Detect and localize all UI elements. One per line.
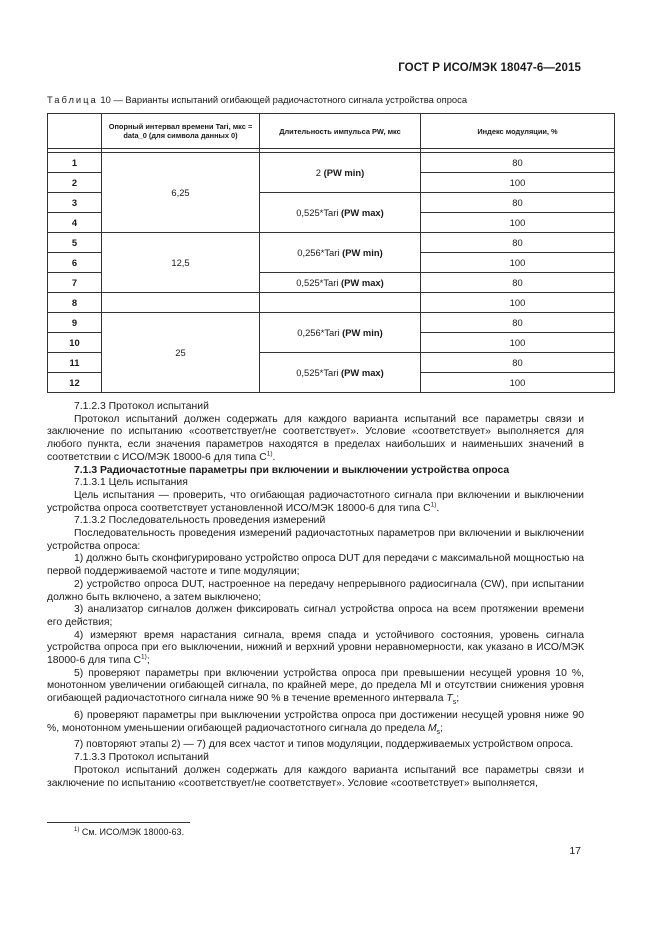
row-number: 4 [48,213,102,233]
list-item: 3) анализатор сигналов должен фиксировать сигнал устройства опроса на всем протяжении времени его действия; [47,604,584,628]
paragraph: Протокол испытаний должен содержать для каждого варианта испытаний все параметры связи и заключение по испытанию «соответствует/не соответствует». Условие «соответствует» выполняется для любого пункта, если значения параметров находятся в пределах наибольших и наименьших значений в соответствии с ИСО/МЭК 18000-6 для типа $С^{1)}$. [47,413,584,463]
modulation-cell: 80 [421,153,615,173]
modulation-cell: 100 [421,333,615,353]
list-item: 1) должно быть сконфигурировано устройство опроса DUT для передачи с максимальной мощностью на первой поддерживаемой частоте и типе модуляции; [47,553,584,578]
footnote-ref: 1) [141,653,147,661]
section-7-1-3-2-title: 7.1.3.2 Последовательность проведения измерений [74,515,326,527]
table-header-row [48,114,615,149]
row-number: 8 [48,293,102,313]
row-number: 11 [48,353,102,373]
table-caption-label: Таблица [47,94,98,105]
pw-cell: 0,525*Tari (PW max) [260,273,421,293]
list-item: 5) проверяют параметры при включении устройства опроса при превышении несущей уровня 10 %, монотонном увеличении огибающей сигнала, по крайней мере, до предела MI и отсутствии снижения уровня огибающей радиочастотного сигнала ниже 90 % в течение временного интервала $T_s$; [47,667,584,707]
modulation-cell: 100 [421,253,615,273]
header-cell-tari: Опорный интервал времени Tari, мкс = data_0 (для символа данных 0) [102,114,260,149]
row-number: 5 [48,233,102,253]
section-7-1-2-3-title: 7.1.2.3 Протокол испытаний [74,401,209,412]
footnote-text: См. ИСО/МЭК 18000-63. [81,827,185,837]
test-variants-table [47,113,615,393]
header-cell-pw: Длительность импульса PW, мкс [260,114,421,149]
modulation-cell: 80 [421,193,615,213]
pw-cell-empty [260,293,421,313]
document-body [47,401,584,790]
list-item: 6) проверяют параметры при выключении устройства опроса при достижении несущей уровня ниже 90 %, монотонном уменьшении огибающей радиочастотного сигнала до предела $M_s$; [47,709,584,736]
header-cell-number [48,114,102,149]
pw-cell: 2 (PW min) [260,153,421,193]
row-number: 2 [48,173,102,193]
table-row [48,233,615,253]
footnote [74,827,184,837]
footnote-mark: 1) [74,827,80,833]
table-row [48,293,615,313]
tari-cell: 6,25 [102,153,260,233]
table-row [48,153,615,173]
header-cell-modulation: Индекс модуляции, % [421,114,615,149]
modulation-cell: 80 [421,353,615,373]
paragraph: Последовательность проведения измерений радиочастотных параметров при включении и выключении устройства опроса: [47,528,584,552]
paragraph: Цель испытания — проверить, что огибающая радиочастотного сигнала при включении и выключении устройства опроса соответствует установленной ИСО/МЭК 18000-6 для типа $С^{1)}$. [47,489,584,514]
pw-cell: 0,256*Tari (PW min) [260,233,421,273]
footnote-ref: 1) [430,501,437,509]
tari-cell-empty [102,293,260,313]
row-number: 1 [48,153,102,173]
pw-cell: 0,525*Tari (PW max) [260,193,421,233]
footnote-ref: 1) [266,450,273,458]
tari-cell: 25 [102,313,260,393]
section-7-1-3-1-title: 7.1.3.1 Цель испытания [74,477,188,489]
pw-cell: 0,525*Tari (PW max) [260,353,421,393]
pw-cell: 0,256*Tari (PW min) [260,313,421,353]
modulation-cell: 100 [421,213,615,233]
modulation-cell: 100 [421,173,615,193]
row-number: 3 [48,193,102,213]
list-item: 4) измеряют время нарастания сигнала, время спада и устойчивого состояния, уровень сигнала устройства опроса при его выключении, нижний и верхний уровни неравномерности, как указано в ИСО/МЭК 18000-6 для типа $С^{1)}$; [47,629,584,667]
paragraph: Протокол испытаний должен содержать для каждого варианта испытаний все параметры связи и заключение по испытанию «соответствует/не соответствует». Условие «соответствует» выполняется, [47,764,584,789]
list-item: 2) устройство опроса DUT, настроенное на передачу непрерывного радиосигнала (CW), при испытании должно быть включено, а затем выключено; [47,578,584,603]
modulation-cell: 80 [421,313,615,333]
modulation-cell: 80 [421,273,615,293]
modulation-cell: 100 [421,373,615,393]
row-number: 12 [48,373,102,393]
page-number: 17 [569,845,581,857]
modulation-cell: 80 [421,233,615,253]
modulation-cell: 100 [421,293,615,313]
row-number: 9 [48,313,102,333]
document-header: ГОСТ Р ИСО/МЭК 18047-6—2015 [398,62,581,74]
footnote-divider [47,822,190,823]
list-item: 7) повторяют этапы 2) — 7) для всех частот и типов модуляции, поддерживаемых устройством опроса. [74,739,574,751]
table-caption [47,94,467,105]
row-number: 10 [48,333,102,353]
row-number: 7 [48,273,102,293]
section-7-1-3-title: 7.1.3 Радиочастотные параметры при включении и выключении устройства опроса [74,464,510,476]
section-7-1-3-3-title: 7.1.3.3 Протокол испытаний [74,752,209,764]
table-caption-text: 10 — Варианты испытаний огибающей радиочастотного сигнала устройства опроса [100,94,468,105]
row-number: 6 [48,253,102,273]
tari-cell: 12,5 [102,233,260,293]
table-row [48,313,615,333]
